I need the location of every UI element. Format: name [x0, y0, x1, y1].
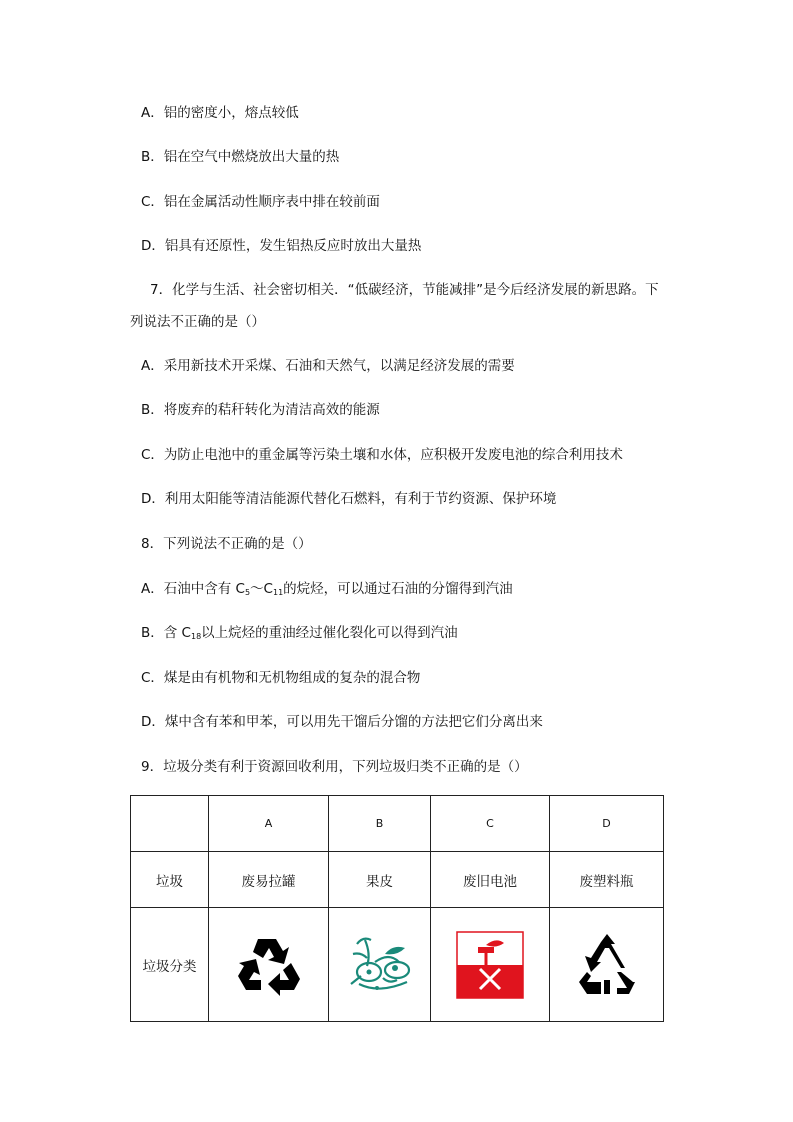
garbage-cell: 废塑料瓶 — [550, 852, 664, 908]
option-8a-sub2: 11 — [272, 588, 284, 597]
option-8a-sub1: 5 — [244, 588, 251, 597]
option-8a-post: 的烷烃，可以通过石油的分馏得到汽油 — [283, 581, 513, 597]
garbage-cell: 果皮 — [329, 852, 431, 908]
option-6c: C．铝在金属活动性顺序表中排在较前面 — [141, 194, 380, 210]
option-7b: B．将废弃的秸秆转化为清洁高效的能源 — [141, 402, 380, 418]
option-8a-mid: ～C — [250, 581, 273, 597]
garbage-table — [130, 795, 664, 1022]
option-8b-pre: B．含 C — [141, 625, 191, 641]
recycle-icon — [236, 933, 302, 997]
option-6a: A．铝的密度小，熔点较低 — [141, 105, 299, 121]
row-label-class: 垃圾分类 — [131, 908, 209, 1022]
option-7a: A．采用新技术开采煤、石油和天然气，以满足经济发展的需要 — [141, 358, 515, 374]
option-6b: B．铝在空气中燃烧放出大量的热 — [141, 149, 340, 165]
table-row — [131, 908, 664, 1022]
question-7-line1: 7．化学与生活、社会密切相关．“低碳经济，节能减排”是今后经济发展的新思路。下 — [150, 282, 659, 298]
table-row — [131, 852, 664, 908]
option-8d: D．煤中含有苯和甲苯，可以用先干馏后分馏的方法把它们分离出来 — [141, 714, 543, 730]
table-header-cell — [131, 796, 209, 852]
hazardous-waste-icon — [456, 931, 524, 999]
option-8a-pre: A．石油中含有 C — [141, 581, 245, 597]
option-8b — [141, 624, 458, 646]
option-8c: C．煤是由有机物和无机物组成的复杂的混合物 — [141, 670, 421, 686]
class-cell — [209, 908, 329, 1022]
compost-icon — [345, 932, 415, 998]
question-8-stem: 8．下列说法不正确的是（） — [141, 536, 312, 552]
table-header-cell: C — [431, 796, 550, 852]
option-8b-post: 以上烷烃的重油经过催化裂化可以得到汽油 — [201, 625, 458, 641]
plastic-recycle-icon — [577, 932, 637, 998]
table-header-cell: B — [329, 796, 431, 852]
table-header-row — [131, 796, 664, 852]
garbage-cell: 废旧电池 — [431, 852, 550, 908]
class-cell — [431, 908, 550, 1022]
option-7d: D．利用太阳能等清洁能源代替化石燃料，有利于节约资源、保护环境 — [141, 491, 557, 507]
option-8a — [141, 580, 513, 602]
option-7c: C．为防止电池中的重金属等污染土壤和水体，应积极开发废电池的综合利用技术 — [141, 447, 623, 463]
class-cell — [550, 908, 664, 1022]
garbage-cell: 废易拉罐 — [209, 852, 329, 908]
class-cell — [329, 908, 431, 1022]
option-8b-sub: 18 — [190, 632, 202, 641]
question-7-line2: 列说法不正确的是（） — [130, 314, 265, 330]
option-6d: D．铝具有还原性，发生铝热反应时放出大量热 — [141, 238, 422, 254]
row-label-garbage: 垃圾 — [131, 852, 209, 908]
table-header-cell: D — [550, 796, 664, 852]
question-9-stem: 9．垃圾分类有利于资源回收利用，下列垃圾归类不正确的是（） — [141, 759, 528, 775]
table-header-cell: A — [209, 796, 329, 852]
